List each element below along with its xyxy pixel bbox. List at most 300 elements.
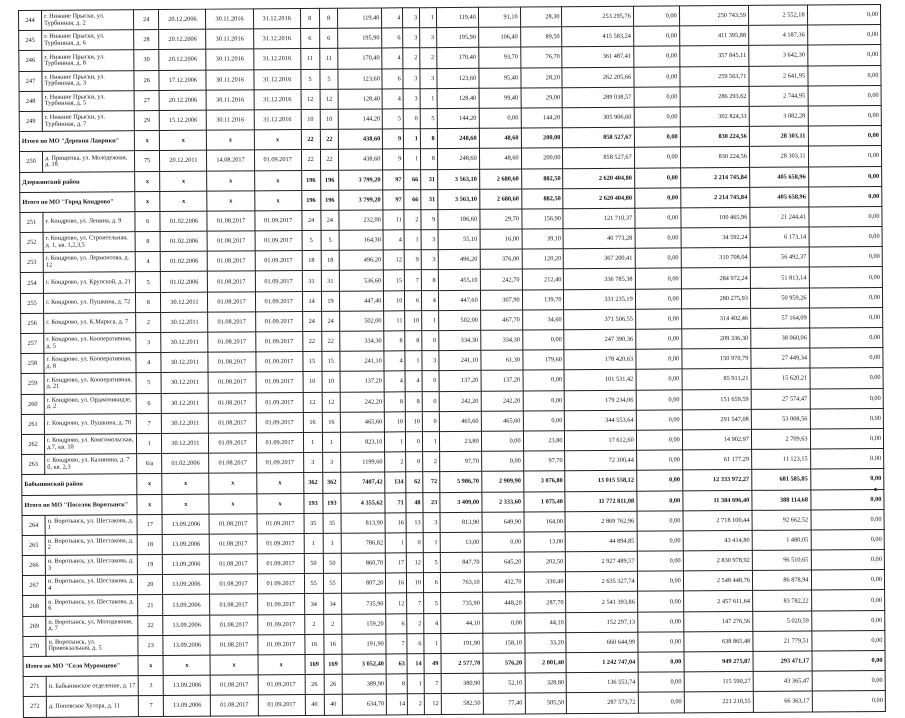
table-cell: п. Воротынск, ул. Шестакова, д. 6 bbox=[46, 595, 138, 616]
table-cell: 0,00 bbox=[635, 208, 681, 229]
table-cell: 2 744,95 bbox=[749, 86, 808, 107]
table-cell: 30.12.2011 bbox=[161, 373, 208, 394]
table-cell: 18 bbox=[321, 251, 340, 271]
table-cell: 0,00 bbox=[811, 610, 885, 631]
table-cell: 30.12.2011 bbox=[161, 292, 208, 313]
table-cell: 5 020,59 bbox=[753, 611, 812, 632]
table-cell: 40 bbox=[305, 695, 324, 715]
table-cell: 8 bbox=[421, 270, 438, 290]
table-cell: 48 bbox=[406, 492, 423, 512]
table-cell: 1 bbox=[304, 533, 323, 553]
table-cell: 0,00 bbox=[634, 87, 680, 108]
table-cell: 13.09.2006 bbox=[163, 595, 210, 616]
table-cell: 0,00 bbox=[635, 268, 681, 289]
table-cell: 262 205,66 bbox=[562, 67, 633, 88]
table-cell: 27 449,34 bbox=[751, 348, 810, 369]
table-cell: 6 bbox=[319, 28, 338, 48]
table-cell: 260 bbox=[21, 394, 44, 414]
table-cell: 0,00 bbox=[807, 25, 881, 46]
table-cell: 11 bbox=[384, 311, 405, 331]
table-cell: 0,00 bbox=[638, 632, 684, 653]
table-cell: 193 bbox=[322, 493, 341, 513]
table-cell: 01.09.2017 bbox=[255, 311, 302, 332]
table-cell: 2 548 448,76 bbox=[683, 571, 752, 592]
table-cell: 380,90 bbox=[441, 673, 483, 693]
table-cell: 253 bbox=[20, 253, 43, 273]
table-cell: г. Кондрово, ул. К.Маркса, д. 7 bbox=[44, 312, 136, 333]
table-cell: 536,60 bbox=[340, 270, 384, 290]
table-cell: 0,00 bbox=[808, 126, 882, 147]
table-cell: 5 bbox=[136, 373, 161, 393]
table-cell: 1 bbox=[385, 432, 406, 452]
table-cell: 0,00 bbox=[636, 430, 682, 451]
table-cell: г. Кондрово, ул. Пушкина, д. 72 bbox=[44, 292, 136, 313]
table-cell: 21 bbox=[138, 595, 163, 615]
table-cell: 0,00 bbox=[635, 329, 681, 350]
table-cell: 01.02.2006 bbox=[160, 231, 207, 252]
table-cell: 0,00 bbox=[523, 410, 565, 430]
table-cell: 6 bbox=[386, 613, 407, 633]
table-cell: 75 bbox=[135, 151, 160, 171]
table-cell: 144,20 bbox=[437, 108, 479, 128]
table-cell: 4 bbox=[382, 48, 403, 68]
table-cell: 01.09.2017 bbox=[258, 675, 305, 696]
table-cell: 465,60 bbox=[481, 411, 523, 431]
table-cell: 137,20 bbox=[340, 371, 384, 391]
table-cell: 21 244,41 bbox=[750, 207, 809, 228]
table-cell: x bbox=[254, 190, 301, 211]
table-cell: 5 bbox=[319, 69, 338, 89]
table-cell: 212,40 bbox=[522, 269, 564, 289]
table-cell: 01.09.2017 bbox=[256, 372, 303, 393]
table-cell: 388 114,68 bbox=[752, 489, 811, 510]
table-cell: 3 799,20 bbox=[339, 169, 383, 189]
table-cell: 882,50 bbox=[521, 188, 563, 208]
table-cell: 61,30 bbox=[481, 350, 523, 370]
table-cell: 159,20 bbox=[342, 614, 386, 634]
row-label: Бабынинский район bbox=[22, 474, 137, 495]
table-cell: 357 845,11 bbox=[680, 46, 749, 67]
table-cell: п. Воротынск, ул. Шестакова, д. 3 bbox=[45, 555, 137, 576]
table-cell: 250 743,59 bbox=[679, 5, 748, 26]
table-cell: п. Бабынинское отделение, д. 17 bbox=[46, 676, 138, 697]
table-cell: 01.08.2017 bbox=[208, 251, 255, 272]
table-cell: x bbox=[256, 493, 303, 514]
table-cell: 3 bbox=[422, 351, 439, 371]
table-cell: 5 bbox=[321, 230, 340, 250]
table-cell: 01.08.2017 bbox=[209, 453, 256, 474]
table-cell: г. Нижние Прыски, ул. Турбинная, д. 6 bbox=[42, 30, 134, 51]
table-cell: 01.08.2017 bbox=[210, 534, 257, 555]
table-cell: 2 680,60 bbox=[479, 168, 521, 188]
table-cell: 0,00 bbox=[808, 166, 882, 187]
table-cell: 28 bbox=[134, 30, 159, 50]
table-cell: 01.08.2017 bbox=[208, 352, 255, 373]
table-cell: 447,40 bbox=[340, 291, 384, 311]
table-cell: 50 959,26 bbox=[750, 288, 809, 309]
table-cell: 634,70 bbox=[343, 694, 387, 714]
table-cell: 4 bbox=[384, 371, 405, 391]
table-cell: 49 bbox=[424, 654, 441, 674]
table-cell: 119,40 bbox=[338, 8, 382, 28]
table-cell: 97 bbox=[383, 169, 404, 189]
table-cell: 3 bbox=[403, 8, 420, 28]
table-cell: 92 662,52 bbox=[752, 510, 811, 531]
table-cell: 169 bbox=[324, 654, 343, 674]
table-cell: 336 785,38 bbox=[564, 269, 635, 290]
table-cell: 2 927 489,57 bbox=[566, 551, 637, 572]
table-cell: 0,00 bbox=[808, 186, 882, 207]
table-cell: 30.11.2016 bbox=[207, 90, 254, 111]
table-cell: 11 bbox=[383, 210, 404, 230]
table-cell: 29,70 bbox=[480, 209, 522, 229]
table-cell: 6 bbox=[405, 290, 422, 310]
table-cell: 8 bbox=[385, 391, 406, 411]
table-cell: 30.12.2011 bbox=[162, 413, 209, 434]
table-cell: 252 bbox=[20, 232, 43, 252]
table-cell: 0,00 bbox=[635, 228, 681, 249]
table-cell: 2 909,90 bbox=[481, 471, 523, 491]
table-cell: 16 bbox=[385, 512, 406, 532]
table-cell: 0,00 bbox=[479, 108, 521, 128]
table-cell: 3 642,30 bbox=[749, 45, 808, 66]
table-cell: 200,00 bbox=[521, 148, 563, 168]
table-cell: 150 970,79 bbox=[682, 349, 751, 370]
table-cell: г. Кондрово, ул. Калинина, д. 7 б, кв. 2,3 bbox=[45, 454, 137, 475]
table-cell: 26 bbox=[134, 70, 159, 90]
table-cell: 30 bbox=[134, 50, 159, 70]
table-cell: x bbox=[160, 130, 207, 151]
table-cell: 123,60 bbox=[437, 68, 479, 88]
table-cell: 4 355,62 bbox=[341, 492, 385, 512]
table-cell: 2 457 611,64 bbox=[683, 591, 752, 612]
table-cell: 195,90 bbox=[436, 27, 478, 47]
table-cell: 31.12.2016 bbox=[253, 69, 300, 90]
table-cell: 3 052,40 bbox=[342, 654, 386, 674]
table-cell: 3 bbox=[420, 28, 437, 48]
table-cell: 860,70 bbox=[342, 553, 386, 573]
table-cell: 1 bbox=[420, 88, 437, 108]
table-cell: 5 bbox=[423, 553, 440, 573]
table-cell: 241,10 bbox=[340, 351, 384, 371]
table-cell: 254 bbox=[20, 273, 43, 293]
table-cell: 2 541 393,86 bbox=[566, 592, 637, 613]
table-cell: 28,20 bbox=[520, 67, 562, 87]
table-cell: 30.12.2011 bbox=[161, 393, 208, 414]
table-cell: 34 bbox=[323, 594, 342, 614]
table-cell: 123,60 bbox=[338, 69, 382, 89]
table-cell: 302 824,33 bbox=[680, 106, 749, 127]
table-cell: 01.08.2017 bbox=[208, 372, 255, 393]
table-cell: 16 bbox=[322, 412, 341, 432]
table-cell: 14 bbox=[387, 694, 408, 714]
table-cell: 200,00 bbox=[521, 128, 563, 148]
table-cell: 5 bbox=[424, 593, 441, 613]
table-cell: 12 bbox=[320, 89, 339, 109]
table-cell: 1 bbox=[404, 149, 421, 169]
table-cell: 0,00 bbox=[807, 65, 881, 86]
table-cell: 22 bbox=[301, 150, 320, 170]
table-cell: 307,90 bbox=[480, 290, 522, 310]
table-cell: 0,00 bbox=[633, 26, 679, 47]
table-cell: 01.09.2017 bbox=[256, 453, 303, 474]
table-cell: 01.09.2017 bbox=[255, 291, 302, 312]
table-cell: 735,90 bbox=[342, 593, 386, 613]
table-cell: 01.09.2017 bbox=[258, 695, 305, 716]
table-cell: 0,00 bbox=[810, 449, 884, 470]
table-cell: 13 015 558,12 bbox=[565, 471, 636, 492]
table-cell: 22 bbox=[320, 150, 339, 170]
table-cell: 20.12.2011 bbox=[160, 150, 207, 171]
table-cell: 34 bbox=[304, 594, 323, 614]
table-cell: 10 bbox=[407, 573, 424, 593]
table-cell: 9 bbox=[404, 250, 421, 270]
table-cell: 267 bbox=[22, 576, 45, 596]
table-cell: x bbox=[135, 191, 160, 211]
table-cell: 367 200,41 bbox=[564, 248, 635, 269]
table-cell: 411 395,88 bbox=[679, 26, 748, 47]
table-cell: 268 bbox=[23, 596, 46, 616]
table-cell: 0,00 bbox=[809, 287, 883, 308]
table-cell: 8 bbox=[135, 232, 160, 252]
table-cell: 7 bbox=[137, 413, 162, 433]
table-cell: 7 bbox=[407, 593, 424, 613]
table-cell: 01.08.2017 bbox=[209, 392, 256, 413]
table-cell: 12 bbox=[384, 250, 405, 270]
table-cell: 362 bbox=[322, 473, 341, 493]
table-cell: 0 bbox=[403, 109, 420, 129]
table-cell: x bbox=[138, 656, 163, 676]
table-cell: 30.12.2011 bbox=[161, 352, 208, 373]
scan-speck bbox=[874, 488, 877, 491]
table-cell: 261 bbox=[21, 414, 44, 434]
table-cell: 01.09.2017 bbox=[209, 433, 256, 454]
table-cell: 0,00 bbox=[809, 227, 883, 248]
table-cell: 01.08.2017 bbox=[211, 675, 258, 696]
table-cell: 0,00 bbox=[809, 247, 883, 268]
table-cell: 3 bbox=[138, 676, 163, 696]
table-cell: 3 bbox=[421, 230, 438, 250]
table-cell: 807,20 bbox=[342, 573, 386, 593]
table-cell: 3 bbox=[403, 68, 420, 88]
table-cell: 66 bbox=[404, 189, 421, 209]
table-cell: 1 bbox=[424, 633, 441, 653]
table-cell: г. Нижние Прыски, ул. Турбинная, д. 2 bbox=[42, 10, 134, 31]
table-cell: 242,20 bbox=[439, 391, 481, 411]
table-cell: 2 620 404,80 bbox=[563, 168, 634, 189]
table-cell: 247 390,36 bbox=[564, 329, 635, 350]
table-cell: 265 bbox=[22, 535, 45, 555]
table-cell: 0,00 bbox=[811, 550, 885, 571]
table-cell: 0,00 bbox=[810, 428, 884, 449]
table-cell: 232,00 bbox=[339, 210, 383, 230]
table-cell: 21 779,51 bbox=[753, 631, 812, 652]
table-cell: 01.02.2006 bbox=[161, 272, 208, 293]
table-cell: 53 008,56 bbox=[751, 409, 810, 430]
table-cell: 6 bbox=[423, 573, 440, 593]
table-cell: 31.12.2016 bbox=[254, 89, 301, 110]
table-cell: 30.11.2016 bbox=[206, 69, 253, 90]
table-cell: г. Нижние Прыски, ул. Турбинная, д. 5 bbox=[42, 90, 134, 111]
table-cell: 12 bbox=[322, 392, 341, 412]
table-cell: x bbox=[160, 191, 207, 212]
table-cell: 01.09.2017 bbox=[255, 231, 302, 252]
table-cell: x bbox=[135, 131, 160, 151]
table-cell: 128,40 bbox=[338, 89, 382, 109]
table-cell: 0,00 bbox=[634, 127, 680, 148]
table-cell: 763,10 bbox=[440, 573, 482, 593]
table-cell: 8 bbox=[136, 292, 161, 312]
table-cell: 106,40 bbox=[478, 27, 520, 47]
table-cell: 16 bbox=[305, 634, 324, 654]
table-cell: 1 480,05 bbox=[752, 530, 811, 551]
table-cell: 649,90 bbox=[482, 512, 524, 532]
table-cell: 179,60 bbox=[522, 350, 564, 370]
table-cell: 8 bbox=[405, 391, 422, 411]
table-cell: 2 577,70 bbox=[441, 653, 483, 673]
table-cell: 121 710,37 bbox=[563, 208, 634, 229]
table-cell: 77,40 bbox=[483, 693, 525, 713]
table-cell: 01.09.2017 bbox=[256, 392, 303, 413]
table-cell: 415 583,24 bbox=[562, 26, 633, 47]
table-cell: 0,00 bbox=[810, 368, 884, 389]
table-cell: 0 bbox=[422, 391, 439, 411]
table-cell: x bbox=[209, 473, 256, 494]
table-cell: 259 563,71 bbox=[680, 66, 749, 87]
table-cell: 13.09.2006 bbox=[164, 696, 211, 717]
table-cell: 1199,60 bbox=[341, 452, 385, 472]
table-cell: п. Воротынск, ул. Шестакова, д. 1 bbox=[45, 514, 137, 535]
table-cell: 23,80 bbox=[523, 431, 565, 451]
table-cell: 7 bbox=[405, 270, 422, 290]
table-cell: 7 bbox=[138, 696, 163, 716]
table-cell: 97 bbox=[383, 189, 404, 209]
row-label: Дзержинский район bbox=[20, 171, 135, 192]
table-cell: 01.09.2017 bbox=[254, 150, 301, 171]
table-cell: 10 bbox=[322, 372, 341, 392]
table-cell: 287,70 bbox=[524, 592, 566, 612]
table-cell: 6 bbox=[136, 393, 161, 413]
row-label: Итого по МО "Село Муромцево" bbox=[23, 656, 138, 677]
table-cell: x bbox=[207, 191, 254, 212]
table-cell: 34 592,24 bbox=[681, 227, 750, 248]
table-cell: 2 635 327,74 bbox=[566, 571, 637, 592]
table-cell: 258 bbox=[21, 354, 44, 374]
table-cell: 0,00 bbox=[633, 6, 679, 27]
table-cell: 3 799,20 bbox=[339, 190, 383, 210]
table-cell: 0,00 bbox=[638, 672, 684, 693]
table-cell: 0,00 bbox=[812, 671, 886, 692]
table-cell: x bbox=[137, 474, 162, 494]
table-cell: 29,00 bbox=[521, 87, 563, 107]
table-cell: 01.09.2017 bbox=[257, 574, 304, 595]
table-cell: г. Кондрово, ул. Крупской, д. 21 bbox=[43, 272, 135, 293]
table-cell: 280 275,93 bbox=[681, 288, 750, 309]
table-cell: 10 bbox=[301, 109, 320, 129]
table-cell: 3 bbox=[423, 512, 440, 532]
table-cell: 22 bbox=[302, 331, 321, 351]
table-cell: 209 336,30 bbox=[682, 328, 751, 349]
table-cell: 01.08.2017 bbox=[207, 211, 254, 232]
table-cell: 196 bbox=[301, 190, 320, 210]
table-cell: 16,00 bbox=[480, 229, 522, 249]
table-cell: г. Кондрово, ул. Кооперативная, д. 8 bbox=[44, 353, 136, 374]
table-cell: 169 bbox=[305, 654, 324, 674]
table-cell: 8 bbox=[319, 8, 338, 28]
table-cell: 1 bbox=[407, 674, 424, 694]
table-cell: 66 bbox=[404, 169, 421, 189]
table-cell: 12 bbox=[386, 593, 407, 613]
table-cell: 101 531,42 bbox=[564, 370, 635, 391]
table-cell: 0,00 bbox=[809, 327, 883, 348]
table-cell: 0,00 bbox=[522, 330, 564, 350]
table-cell: 0,00 bbox=[809, 348, 883, 369]
table-cell: 191,90 bbox=[441, 633, 483, 653]
table-cell: x bbox=[254, 170, 301, 191]
table-cell: 242,20 bbox=[481, 391, 523, 411]
table-cell: 4 bbox=[424, 613, 441, 633]
table-cell: 35 bbox=[304, 513, 323, 533]
table-cell: 40 773,28 bbox=[564, 228, 635, 249]
table-cell: 0,00 bbox=[808, 146, 882, 167]
table-cell: x bbox=[160, 171, 207, 192]
table-cell: x bbox=[163, 655, 210, 676]
table-cell: 0,00 bbox=[810, 469, 884, 490]
table-cell: 2 bbox=[385, 452, 406, 472]
table-cell: 8 bbox=[387, 674, 408, 694]
table-cell: п. Воротынск, ул. Шестакова, д. 2 bbox=[45, 535, 137, 556]
table-cell: 1 075,40 bbox=[523, 491, 565, 511]
table-cell: 6 bbox=[135, 211, 160, 231]
table-cell: 638 865,48 bbox=[684, 631, 753, 652]
table-cell: 20.12.2006 bbox=[159, 90, 206, 111]
table-cell: 2 214 745,84 bbox=[680, 167, 749, 188]
table-cell: 31 bbox=[321, 271, 340, 291]
table-cell: 505,50 bbox=[525, 693, 567, 713]
table-cell: 2 bbox=[408, 694, 425, 714]
table-cell: 263 bbox=[22, 454, 45, 474]
table-cell: 2 333,60 bbox=[482, 491, 524, 511]
table-cell: 455,10 bbox=[438, 270, 480, 290]
table-cell: 164,30 bbox=[339, 230, 383, 250]
table-cell: 8 bbox=[421, 149, 438, 169]
table-cell: x bbox=[210, 655, 257, 676]
table-cell: 89,50 bbox=[520, 27, 562, 47]
table-cell: 31.12.2016 bbox=[253, 49, 300, 70]
table-cell: 62 bbox=[406, 472, 423, 492]
table-cell: 26 bbox=[305, 675, 324, 695]
table-cell: 334,30 bbox=[340, 331, 384, 351]
table-cell: 0 bbox=[422, 371, 439, 391]
table-cell: д. Поповское Хутора, д. 11 bbox=[46, 696, 138, 717]
table-cell: 144,20 bbox=[339, 109, 383, 129]
table-cell: 248,60 bbox=[437, 149, 479, 169]
table-cell: 0 bbox=[422, 331, 439, 351]
table-cell: 13.09.2006 bbox=[163, 675, 210, 696]
table-cell: 4 bbox=[382, 89, 403, 109]
table-cell: 14 bbox=[407, 654, 424, 674]
table-cell: 438,60 bbox=[339, 129, 383, 149]
table-cell: 71 bbox=[385, 492, 406, 512]
table-cell: 3 409,00 bbox=[440, 492, 482, 512]
table-cell: 01.09.2017 bbox=[257, 554, 304, 575]
table-cell: 405 658,96 bbox=[750, 187, 809, 208]
table-cell: г. Кондрово, ул. Лермонтова, д. 12 bbox=[43, 252, 135, 273]
table-cell: 152 297,13 bbox=[566, 612, 637, 633]
table-cell: 786,82 bbox=[342, 533, 386, 553]
table-cell: г. Кондрово, ул. Строительная, д. 1, кв. 1,2,3,5 bbox=[43, 232, 135, 253]
table-cell: 11 bbox=[319, 49, 338, 69]
